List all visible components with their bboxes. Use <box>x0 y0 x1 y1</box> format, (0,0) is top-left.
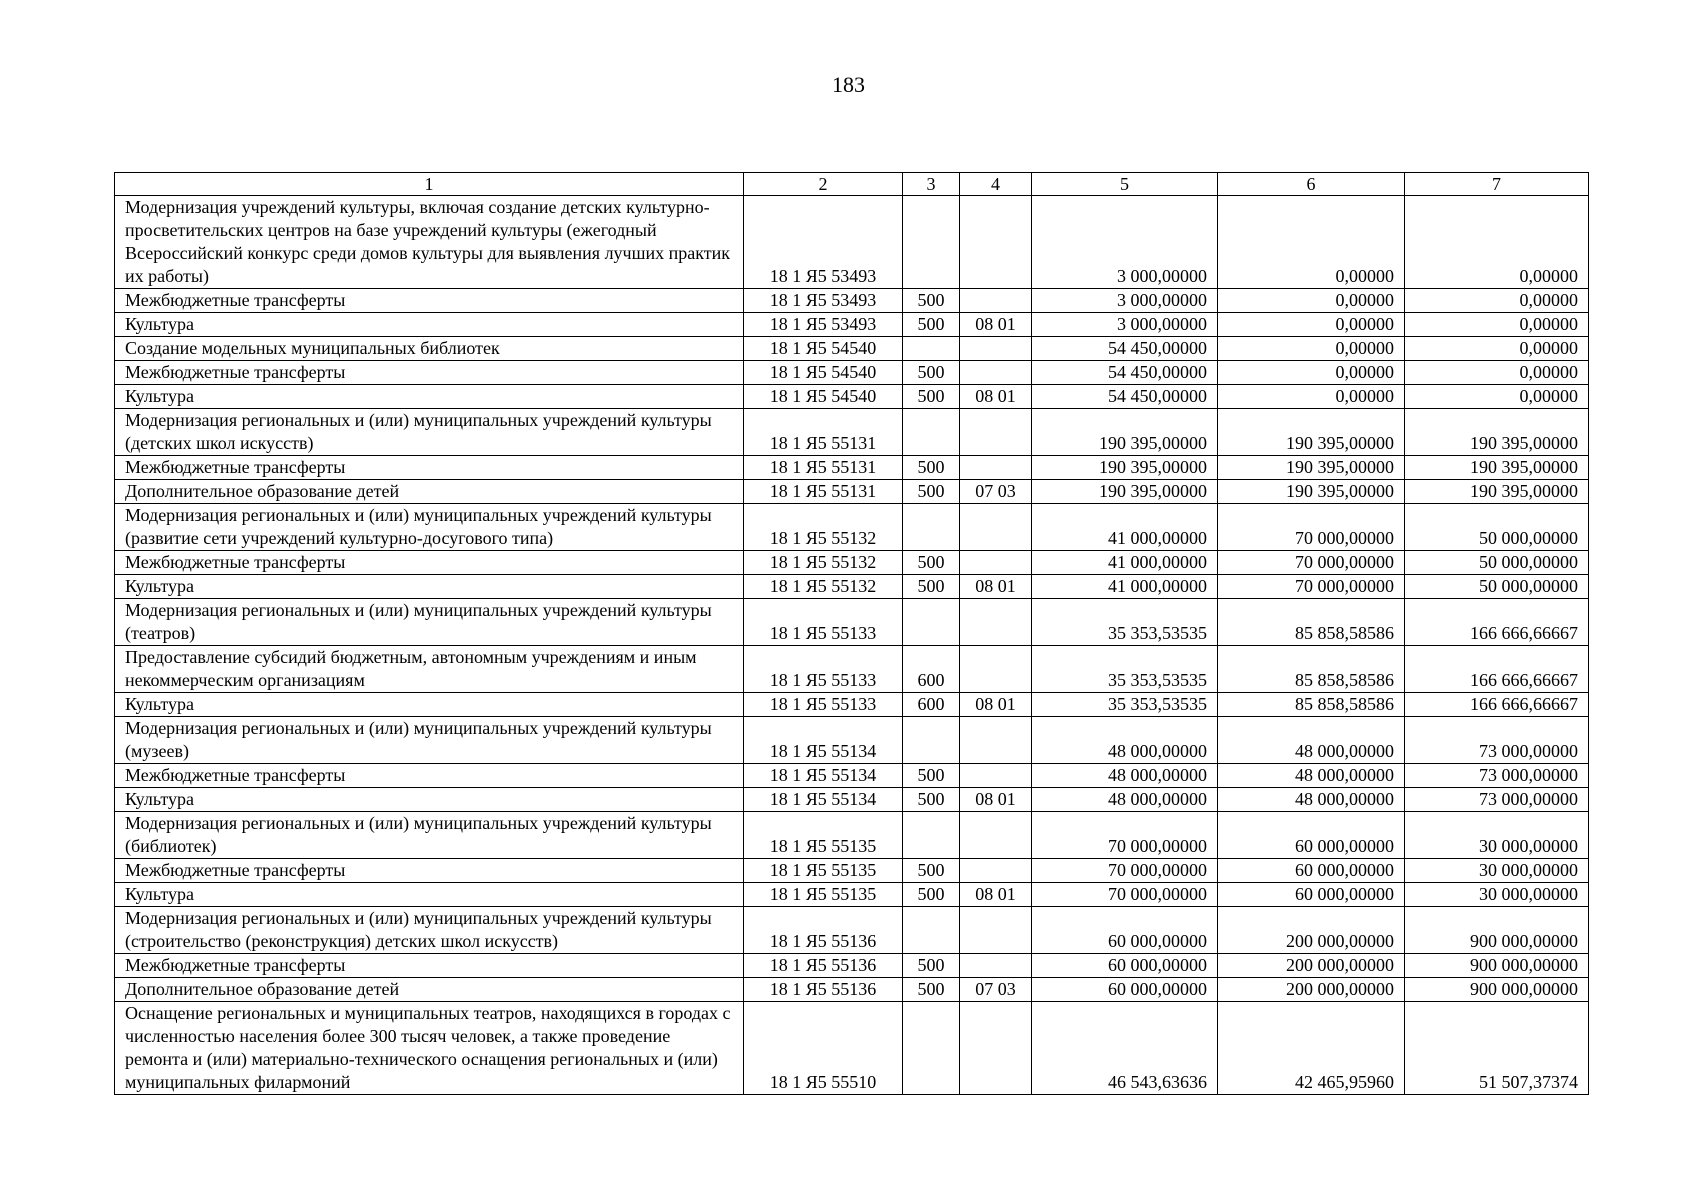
amount-col-7: 0,00000 <box>1405 196 1589 289</box>
amount-col-5: 70 000,00000 <box>1032 859 1218 883</box>
table-body <box>115 196 1589 1095</box>
amount-col-5: 70 000,00000 <box>1032 883 1218 907</box>
table-row <box>115 575 1589 599</box>
target-article-code: 18 1 Я5 55135 <box>744 812 903 859</box>
target-article-code: 18 1 Я5 55131 <box>744 409 903 456</box>
amount-col-7: 50 000,00000 <box>1405 551 1589 575</box>
row-name: Культура <box>115 313 744 337</box>
amount-col-5: 60 000,00000 <box>1032 954 1218 978</box>
amount-col-5: 54 450,00000 <box>1032 337 1218 361</box>
section-subsection-code <box>960 646 1032 693</box>
table-row <box>115 978 1589 1002</box>
table-row <box>115 599 1589 646</box>
amount-col-6: 0,00000 <box>1218 361 1405 385</box>
amount-col-5: 41 000,00000 <box>1032 551 1218 575</box>
amount-col-5: 3 000,00000 <box>1032 196 1218 289</box>
expense-type-code <box>903 907 960 954</box>
amount-col-6: 70 000,00000 <box>1218 575 1405 599</box>
amount-col-6: 190 395,00000 <box>1218 456 1405 480</box>
section-subsection-code <box>960 599 1032 646</box>
row-name: Модернизация региональных и (или) муниципальных учреждений культуры (театров) <box>115 599 744 646</box>
amount-col-6: 85 858,58586 <box>1218 599 1405 646</box>
target-article-code: 18 1 Я5 55136 <box>744 954 903 978</box>
amount-col-7: 73 000,00000 <box>1405 764 1589 788</box>
table-row <box>115 504 1589 551</box>
amount-col-7: 0,00000 <box>1405 385 1589 409</box>
row-name: Модернизация региональных и (или) муниципальных учреждений культуры (музеев) <box>115 717 744 764</box>
amount-col-5: 190 395,00000 <box>1032 480 1218 504</box>
target-article-code: 18 1 Я5 55135 <box>744 883 903 907</box>
expense-type-code: 500 <box>903 788 960 812</box>
section-subsection-code: 08 01 <box>960 313 1032 337</box>
table-row <box>115 196 1589 289</box>
target-article-code: 18 1 Я5 55134 <box>744 788 903 812</box>
amount-col-5: 35 353,53535 <box>1032 646 1218 693</box>
amount-col-6: 60 000,00000 <box>1218 883 1405 907</box>
amount-col-7: 0,00000 <box>1405 361 1589 385</box>
amount-col-5: 3 000,00000 <box>1032 289 1218 313</box>
amount-col-7: 166 666,66667 <box>1405 646 1589 693</box>
amount-col-5: 54 450,00000 <box>1032 385 1218 409</box>
table-row <box>115 812 1589 859</box>
header-row <box>115 173 1589 196</box>
row-name: Культура <box>115 693 744 717</box>
section-subsection-code <box>960 954 1032 978</box>
section-subsection-code <box>960 859 1032 883</box>
page-number: 183 <box>832 72 865 97</box>
amount-col-6: 0,00000 <box>1218 313 1405 337</box>
amount-col-6: 85 858,58586 <box>1218 693 1405 717</box>
section-subsection-code <box>960 409 1032 456</box>
section-subsection-code <box>960 337 1032 361</box>
amount-col-7: 900 000,00000 <box>1405 907 1589 954</box>
section-subsection-code <box>960 504 1032 551</box>
table-row <box>115 385 1589 409</box>
expense-type-code: 500 <box>903 480 960 504</box>
section-subsection-code <box>960 812 1032 859</box>
row-name: Культура <box>115 788 744 812</box>
table-row <box>115 1002 1589 1095</box>
column-header-2: 2 <box>744 173 903 196</box>
amount-col-5: 35 353,53535 <box>1032 693 1218 717</box>
table-row <box>115 361 1589 385</box>
amount-col-6: 200 000,00000 <box>1218 978 1405 1002</box>
section-subsection-code: 07 03 <box>960 480 1032 504</box>
section-subsection-code <box>960 289 1032 313</box>
table-row <box>115 456 1589 480</box>
expense-type-code <box>903 196 960 289</box>
table-row <box>115 907 1589 954</box>
section-subsection-code <box>960 196 1032 289</box>
expense-type-code <box>903 717 960 764</box>
row-name: Межбюджетные трансферты <box>115 551 744 575</box>
amount-col-6: 200 000,00000 <box>1218 907 1405 954</box>
section-subsection-code: 08 01 <box>960 575 1032 599</box>
target-article-code: 18 1 Я5 55136 <box>744 907 903 954</box>
target-article-code: 18 1 Я5 55134 <box>744 764 903 788</box>
column-header-3: 3 <box>903 173 960 196</box>
row-name: Межбюджетные трансферты <box>115 456 744 480</box>
section-subsection-code: 07 03 <box>960 978 1032 1002</box>
target-article-code: 18 1 Я5 55135 <box>744 859 903 883</box>
table-row <box>115 337 1589 361</box>
row-name: Межбюджетные трансферты <box>115 859 744 883</box>
amount-col-5: 48 000,00000 <box>1032 788 1218 812</box>
amount-col-6: 0,00000 <box>1218 289 1405 313</box>
target-article-code: 18 1 Я5 55132 <box>744 504 903 551</box>
row-name: Культура <box>115 883 744 907</box>
target-article-code: 18 1 Я5 54540 <box>744 361 903 385</box>
amount-col-6: 48 000,00000 <box>1218 788 1405 812</box>
amount-col-6: 190 395,00000 <box>1218 409 1405 456</box>
amount-col-7: 73 000,00000 <box>1405 717 1589 764</box>
row-name: Оснащение региональных и муниципальных театров, находящихся в городах с численностью населения более 300 тысяч человек, а также проведение ремонта и (или) материально-технического оснащения региональных и (или) муниципальных филармоний <box>115 1002 744 1095</box>
expense-type-code: 500 <box>903 764 960 788</box>
target-article-code: 18 1 Я5 55131 <box>744 480 903 504</box>
amount-col-7: 0,00000 <box>1405 313 1589 337</box>
table-row <box>115 764 1589 788</box>
row-name: Дополнительное образование детей <box>115 978 744 1002</box>
row-name: Предоставление субсидий бюджетным, автономным учреждениям и иным некоммерческим организациям <box>115 646 744 693</box>
section-subsection-code: 08 01 <box>960 883 1032 907</box>
target-article-code: 18 1 Я5 55131 <box>744 456 903 480</box>
amount-col-5: 35 353,53535 <box>1032 599 1218 646</box>
amount-col-7: 30 000,00000 <box>1405 812 1589 859</box>
target-article-code: 18 1 Я5 55133 <box>744 693 903 717</box>
target-article-code: 18 1 Я5 53493 <box>744 313 903 337</box>
amount-col-5: 60 000,00000 <box>1032 978 1218 1002</box>
table-row <box>115 480 1589 504</box>
expense-type-code <box>903 337 960 361</box>
amount-col-5: 70 000,00000 <box>1032 812 1218 859</box>
amount-col-6: 0,00000 <box>1218 385 1405 409</box>
section-subsection-code: 08 01 <box>960 788 1032 812</box>
row-name: Дополнительное образование детей <box>115 480 744 504</box>
amount-col-6: 60 000,00000 <box>1218 859 1405 883</box>
table-row <box>115 859 1589 883</box>
column-header-1: 1 <box>115 173 744 196</box>
target-article-code: 18 1 Я5 55132 <box>744 551 903 575</box>
row-name: Культура <box>115 385 744 409</box>
row-name: Модернизация региональных и (или) муниципальных учреждений культуры (библиотек) <box>115 812 744 859</box>
expense-type-code <box>903 812 960 859</box>
expense-type-code: 600 <box>903 646 960 693</box>
expense-type-code: 500 <box>903 289 960 313</box>
amount-col-6: 48 000,00000 <box>1218 764 1405 788</box>
section-subsection-code: 08 01 <box>960 385 1032 409</box>
table-row <box>115 551 1589 575</box>
amount-col-7: 0,00000 <box>1405 337 1589 361</box>
expense-type-code: 500 <box>903 361 960 385</box>
table-row <box>115 717 1589 764</box>
expense-type-code: 600 <box>903 693 960 717</box>
expense-type-code <box>903 599 960 646</box>
expense-type-code: 500 <box>903 456 960 480</box>
target-article-code: 18 1 Я5 55136 <box>744 978 903 1002</box>
expense-type-code: 500 <box>903 551 960 575</box>
table-row <box>115 954 1589 978</box>
amount-col-5: 54 450,00000 <box>1032 361 1218 385</box>
expense-type-code: 500 <box>903 313 960 337</box>
row-name: Межбюджетные трансферты <box>115 361 744 385</box>
row-name: Создание модельных муниципальных библиотек <box>115 337 744 361</box>
amount-col-7: 166 666,66667 <box>1405 693 1589 717</box>
target-article-code: 18 1 Я5 55134 <box>744 717 903 764</box>
amount-col-6: 190 395,00000 <box>1218 480 1405 504</box>
amount-col-5: 190 395,00000 <box>1032 456 1218 480</box>
amount-col-6: 200 000,00000 <box>1218 954 1405 978</box>
amount-col-7: 190 395,00000 <box>1405 480 1589 504</box>
expense-type-code <box>903 504 960 551</box>
target-article-code: 18 1 Я5 53493 <box>744 196 903 289</box>
amount-col-6: 42 465,95960 <box>1218 1002 1405 1095</box>
amount-col-6: 60 000,00000 <box>1218 812 1405 859</box>
expense-type-code <box>903 409 960 456</box>
amount-col-6: 48 000,00000 <box>1218 717 1405 764</box>
amount-col-7: 166 666,66667 <box>1405 599 1589 646</box>
row-name: Культура <box>115 575 744 599</box>
amount-col-6: 70 000,00000 <box>1218 504 1405 551</box>
row-name: Модернизация региональных и (или) муниципальных учреждений культуры (строительство (реконструкция) детских школ искусств) <box>115 907 744 954</box>
target-article-code: 18 1 Я5 54540 <box>744 385 903 409</box>
target-article-code: 18 1 Я5 55132 <box>744 575 903 599</box>
column-header-5: 5 <box>1032 173 1218 196</box>
table-row <box>115 289 1589 313</box>
amount-col-5: 3 000,00000 <box>1032 313 1218 337</box>
section-subsection-code <box>960 907 1032 954</box>
column-header-7: 7 <box>1405 173 1589 196</box>
row-name: Модернизация региональных и (или) муниципальных учреждений культуры (детских школ искусств) <box>115 409 744 456</box>
target-article-code: 18 1 Я5 55133 <box>744 646 903 693</box>
expense-type-code: 500 <box>903 954 960 978</box>
amount-col-7: 190 395,00000 <box>1405 409 1589 456</box>
section-subsection-code <box>960 361 1032 385</box>
amount-col-7: 190 395,00000 <box>1405 456 1589 480</box>
target-article-code: 18 1 Я5 53493 <box>744 289 903 313</box>
target-article-code: 18 1 Я5 55510 <box>744 1002 903 1095</box>
section-subsection-code <box>960 551 1032 575</box>
column-header-6: 6 <box>1218 173 1405 196</box>
target-article-code: 18 1 Я5 54540 <box>744 337 903 361</box>
table-row <box>115 646 1589 693</box>
amount-col-5: 60 000,00000 <box>1032 907 1218 954</box>
table-row <box>115 409 1589 456</box>
amount-col-7: 51 507,37374 <box>1405 1002 1589 1095</box>
row-name: Межбюджетные трансферты <box>115 954 744 978</box>
row-name: Межбюджетные трансферты <box>115 289 744 313</box>
expense-type-code: 500 <box>903 385 960 409</box>
amount-col-5: 41 000,00000 <box>1032 504 1218 551</box>
expense-type-code: 500 <box>903 575 960 599</box>
row-name: Модернизация учреждений культуры, включая создание детских культурно-просветительских центров на базе учреждений культуры (ежегодный Всероссийский конкурс среди домов культуры для выявления лучших практик их работы) <box>115 196 744 289</box>
amount-col-5: 48 000,00000 <box>1032 717 1218 764</box>
amount-col-7: 50 000,00000 <box>1405 575 1589 599</box>
amount-col-5: 41 000,00000 <box>1032 575 1218 599</box>
amount-col-7: 0,00000 <box>1405 289 1589 313</box>
amount-col-7: 900 000,00000 <box>1405 954 1589 978</box>
amount-col-7: 30 000,00000 <box>1405 883 1589 907</box>
section-subsection-code: 08 01 <box>960 693 1032 717</box>
column-header-4: 4 <box>960 173 1032 196</box>
expense-type-code: 500 <box>903 883 960 907</box>
amount-col-5: 46 543,63636 <box>1032 1002 1218 1095</box>
table-row <box>115 313 1589 337</box>
amount-col-7: 50 000,00000 <box>1405 504 1589 551</box>
amount-col-5: 190 395,00000 <box>1032 409 1218 456</box>
expense-type-code: 500 <box>903 859 960 883</box>
amount-col-7: 900 000,00000 <box>1405 978 1589 1002</box>
amount-col-6: 0,00000 <box>1218 196 1405 289</box>
budget-table <box>114 172 1589 1095</box>
amount-col-6: 85 858,58586 <box>1218 646 1405 693</box>
amount-col-7: 30 000,00000 <box>1405 859 1589 883</box>
expense-type-code <box>903 1002 960 1095</box>
amount-col-6: 70 000,00000 <box>1218 551 1405 575</box>
table-row <box>115 883 1589 907</box>
expense-type-code: 500 <box>903 978 960 1002</box>
table-row <box>115 693 1589 717</box>
section-subsection-code <box>960 1002 1032 1095</box>
section-subsection-code <box>960 717 1032 764</box>
target-article-code: 18 1 Я5 55133 <box>744 599 903 646</box>
amount-col-5: 48 000,00000 <box>1032 764 1218 788</box>
section-subsection-code <box>960 456 1032 480</box>
amount-col-7: 73 000,00000 <box>1405 788 1589 812</box>
row-name: Межбюджетные трансферты <box>115 764 744 788</box>
section-subsection-code <box>960 764 1032 788</box>
row-name: Модернизация региональных и (или) муниципальных учреждений культуры (развитие сети учреждений культурно-досугового типа) <box>115 504 744 551</box>
table-row <box>115 788 1589 812</box>
amount-col-6: 0,00000 <box>1218 337 1405 361</box>
